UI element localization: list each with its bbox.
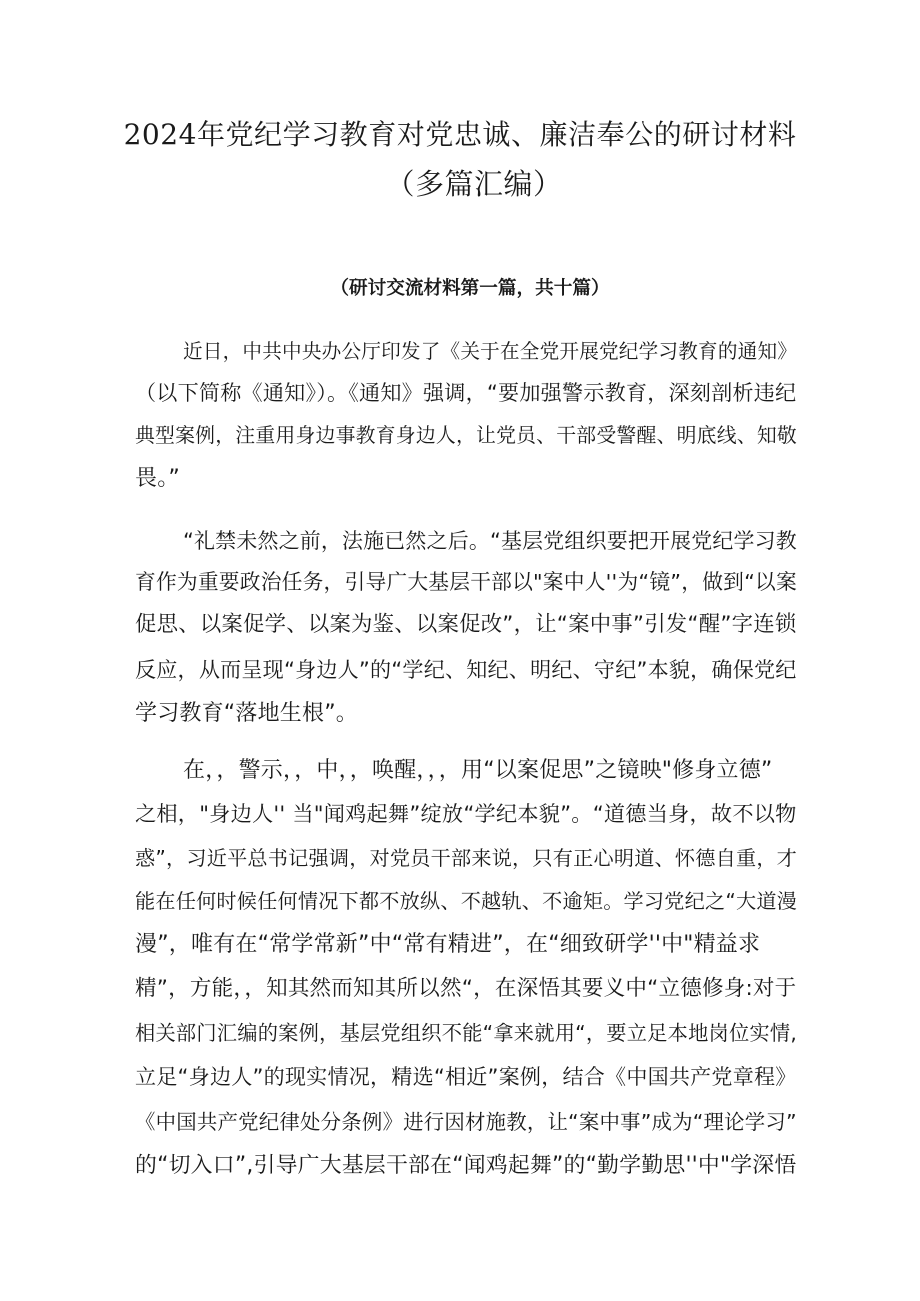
paragraph-2-line: 促思、以案促学、以案为鉴、以案促改”，让“案中事”引发“醒”字连锁 <box>135 612 797 637</box>
paragraph-2-line: 学习教育“落地生根”。 <box>135 701 358 726</box>
paragraph-1-line: 近日，中共中央办公厅印发了《关于在全党开展党纪学习教育的通知》 <box>183 340 798 363</box>
paragraph-3-line: 漫”，唯有在“常学常新”中“常有精进”，在“细致研学''中"精益求 <box>135 932 761 957</box>
document-title: 2024年党纪学习教育对党忠诚、廉洁奉公的研讨材料 <box>123 118 797 151</box>
paragraph-3-line: 能在任何时候任何情况下都不放纵、不越轨、不逾矩。学习党纪之“大道漫 <box>135 889 798 913</box>
paragraph-1-line: 畏。” <box>135 466 180 491</box>
paragraph-3-line: 相关部门汇编的案例，基层党组织不能“拿来就用“，要立足本地岗位实情, <box>135 1021 797 1045</box>
document-title-continued: （多篇汇编） <box>385 167 563 201</box>
paragraph-2-line: 育作为重要政治任务，引导广大基层干部以"案中人''为“镜”，做到“以案 <box>135 570 797 594</box>
paragraph-3-line: 的“切入口”,引导广大基层干部在“闻鸡起舞”的“勤学勤思''中"学深悟 <box>135 1153 797 1178</box>
paragraph-3-line: 精”，方能，，知其然而知其所以然“，在深悟其要义中“立德修身:对于 <box>135 976 797 1001</box>
paragraph-2-line: 反应，从而呈现“身边人”的“学纪、知纪、明纪、守纪”本貌，确保党纪 <box>135 657 797 682</box>
section-subtitle: （研讨交流材料第一篇，共十篇） <box>330 278 610 299</box>
paragraph-1-line: （以下简称《通知》）。《通知》强调，“要加强警示教育，深刻剖析违纪 <box>135 380 797 405</box>
paragraph-3-line: 之相，"身边人'' 当"闻鸡起舞”绽放“学纪本貌”。“道德当身，故不以物 <box>135 802 797 827</box>
paragraph-3-line: 惑”，习近平总书记强调，对党员干部来说，只有正心明道、怀德自重，才 <box>135 846 798 870</box>
paragraph-3-line: 《中国共产党纪律处分条例》进行因材施教，让“案中事”成为“理论学习” <box>135 1110 797 1134</box>
paragraph-3-line: 立足“身边人”的现实情况，精选“相近”案例，结合《中国共产党章程》 <box>135 1064 797 1089</box>
paragraph-1-line: 典型案例，注重用身边事教育身边人，让党员、干部受警醒、明底线、知敬 <box>135 424 797 447</box>
paragraph-2-line: “礼禁未然之前，法施已然之后。“基层党组织要把开展党纪学习教 <box>183 529 797 553</box>
paragraph-3-line: 在，，警示，，中，，唤醒，，，用“以案促思”之镜映"修身立德” <box>183 758 773 783</box>
